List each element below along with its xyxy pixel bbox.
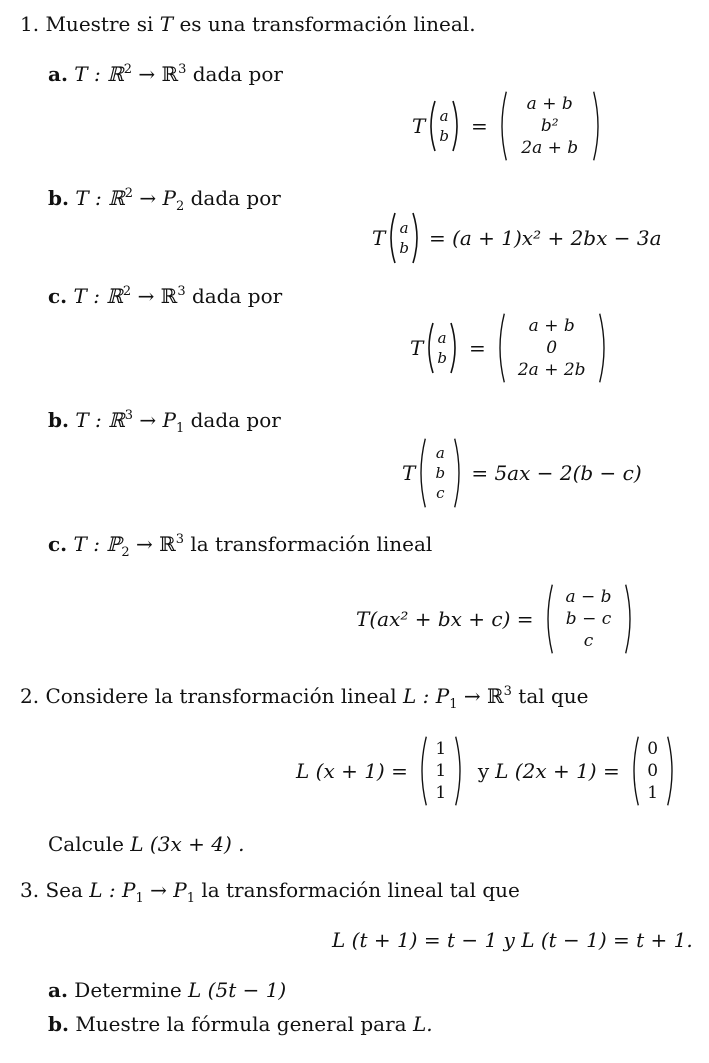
right-paren-icon xyxy=(598,306,610,390)
item-1d-map: T : ℝ xyxy=(75,408,125,432)
item-1d-exp1: 3 xyxy=(124,408,134,423)
problem-3-condition: L (t + 1) = t − 1 y L (t − 1) = t + 1. xyxy=(332,928,693,952)
item-1b-arrow: → P xyxy=(139,186,176,210)
item-3b-text: Muestre la fórmula general para xyxy=(75,1012,407,1036)
problem-2-arrow: → ℝ xyxy=(463,684,504,708)
item-1c-output-vector xyxy=(508,315,596,381)
problem-2-tail: tal que xyxy=(518,684,589,708)
problem-2-calc-text: Calcule xyxy=(48,832,124,856)
item-1e-statement xyxy=(48,532,432,560)
problem-2-exp: 3 xyxy=(503,684,512,699)
item-3b-label: b. xyxy=(48,1012,69,1036)
item-1d-rhs: = 5ax − 2(b − c) xyxy=(471,461,642,485)
problem-1-number: 1. xyxy=(20,12,40,36)
item-1e-tail: la transformación lineal xyxy=(190,532,433,556)
item-1b-label: b. xyxy=(48,186,69,210)
item-1a-eq: = xyxy=(470,114,488,138)
problem-2-vector-2 xyxy=(642,738,664,804)
item-1d-arrow: → P xyxy=(139,408,176,432)
item-1b-sub: 2 xyxy=(175,199,185,214)
item-1e-map: T : ℙ xyxy=(73,532,122,556)
item-1c-tail: dada por xyxy=(191,284,283,308)
item-1a-tail: dada por xyxy=(192,62,283,86)
left-paren-icon xyxy=(494,306,506,390)
item-1b-statement xyxy=(48,186,281,214)
vector-entry: 1 xyxy=(647,783,659,803)
problem-2-sub: 1 xyxy=(449,697,458,712)
item-3a-label: a. xyxy=(48,978,68,1002)
right-paren-icon xyxy=(451,99,463,153)
left-paren-icon xyxy=(628,729,640,813)
item-3a-text: Determine xyxy=(74,978,182,1002)
problem-3-text: Sea xyxy=(45,878,83,902)
item-1c-equation xyxy=(410,306,610,390)
item-1a-exp1: 2 xyxy=(123,62,132,77)
problem-2-mid: y xyxy=(477,759,490,783)
vector-entry: b xyxy=(437,349,447,367)
left-paren-icon xyxy=(385,211,397,265)
item-1d-tail: dada por xyxy=(190,408,281,432)
item-1c-statement xyxy=(48,284,282,312)
vector-entry: b xyxy=(399,239,409,257)
item-1c-input-vector xyxy=(437,328,447,368)
vector-entry: a + b xyxy=(528,316,575,336)
item-1a-label: a. xyxy=(48,62,68,86)
item-1a-map: T : ℝ xyxy=(74,62,124,86)
item-3b-var: L. xyxy=(412,1012,433,1036)
left-paren-icon xyxy=(542,577,554,661)
item-1d-lhs: T xyxy=(402,461,416,485)
problem-1-title: Muestre si xyxy=(45,12,154,36)
item-1a-statement xyxy=(48,62,283,90)
item-1d-equation xyxy=(402,430,642,516)
right-paren-icon xyxy=(449,321,461,375)
right-paren-icon xyxy=(624,577,636,661)
vector-entry: a xyxy=(439,107,449,125)
item-1b-lhs: T xyxy=(372,226,386,250)
item-1e-exp2: 3 xyxy=(175,532,185,547)
item-1e-arrow: → ℝ xyxy=(135,532,176,556)
right-paren-icon xyxy=(592,84,604,168)
item-3a xyxy=(48,978,286,1002)
item-1b-input-vector xyxy=(399,218,409,258)
vector-entry: a − b xyxy=(565,587,612,607)
vector-entry: 1 xyxy=(435,761,447,781)
item-3b xyxy=(48,1012,433,1036)
problem-3-arrow: → P xyxy=(150,878,187,902)
item-1b-rhs: = (a + 1)x² + 2bx − 3a xyxy=(428,226,662,250)
problem-2-number: 2. xyxy=(20,684,40,708)
item-1e-output-vector xyxy=(556,586,622,652)
item-1e-lhs: T(ax² + bx + c) = xyxy=(356,607,534,631)
item-1e-equation xyxy=(356,576,636,662)
left-paren-icon xyxy=(496,84,508,168)
right-paren-icon xyxy=(453,431,465,515)
item-1a-output-vector xyxy=(510,93,590,159)
problem-3-header xyxy=(20,878,520,906)
item-1e-label: c. xyxy=(48,532,68,556)
vector-entry: 0 xyxy=(647,739,659,759)
problem-3-map: L : P xyxy=(89,878,136,902)
problem-1-title-rest: es una transformación lineal. xyxy=(179,12,476,36)
item-1b-exp1: 2 xyxy=(124,186,134,201)
vector-entry: 2a + 2b xyxy=(517,360,586,380)
item-1a-lhs: T xyxy=(412,114,426,138)
item-1d-input-vector xyxy=(429,443,451,503)
problem-2-lhs2: L (2x + 1) = xyxy=(495,759,620,783)
item-1c-map: T : ℝ xyxy=(73,284,123,308)
item-3a-expr: L (5t − 1) xyxy=(188,978,287,1002)
vector-entry: b² xyxy=(540,116,559,136)
vector-entry: a xyxy=(399,219,409,237)
vector-entry: 0 xyxy=(647,761,659,781)
item-1b-equation xyxy=(372,210,662,266)
item-1e-sub: 2 xyxy=(121,545,130,560)
item-1c-exp2: 3 xyxy=(177,284,186,299)
item-1b-tail: dada por xyxy=(190,186,281,210)
item-1a-equation xyxy=(412,86,604,166)
problem-3-sub1: 1 xyxy=(135,891,144,906)
vector-entry: c xyxy=(583,631,594,651)
vector-entry: a + b xyxy=(526,94,573,114)
item-1b-map: T : ℝ xyxy=(75,186,125,210)
item-1a-arrow: → ℝ xyxy=(138,62,179,86)
item-1c-exp1: 2 xyxy=(122,284,132,299)
problem-2-map: L : P xyxy=(403,684,450,708)
right-paren-icon xyxy=(454,729,466,813)
problem-2-header xyxy=(20,684,589,712)
left-paren-icon xyxy=(423,321,435,375)
vector-entry: 1 xyxy=(435,739,447,759)
item-1d-sub: 1 xyxy=(175,421,185,436)
item-1c-label: c. xyxy=(48,284,68,308)
problem-3-number: 3. xyxy=(20,878,40,902)
problem-2-equation xyxy=(296,728,678,814)
vector-entry: c xyxy=(436,484,445,502)
problem-3-tail: la transformación lineal tal que xyxy=(201,878,520,902)
vector-entry: 0 xyxy=(546,338,558,358)
vector-entry: a xyxy=(435,444,445,462)
problem-2-lhs1: L (x + 1) = xyxy=(296,759,408,783)
problem-2-calc xyxy=(48,832,244,856)
left-paren-icon xyxy=(416,729,428,813)
vector-entry: a xyxy=(437,329,447,347)
item-1d-label: b. xyxy=(48,408,69,432)
problem-1-var: T xyxy=(159,12,174,36)
item-1c-eq: = xyxy=(468,336,486,360)
problem-1-header xyxy=(20,12,476,36)
item-1a-input-vector xyxy=(439,106,449,146)
vector-entry: b xyxy=(435,464,446,482)
problem-2-vector-1 xyxy=(430,738,452,804)
left-paren-icon xyxy=(425,99,437,153)
left-paren-icon xyxy=(415,431,427,515)
right-paren-icon xyxy=(411,211,423,265)
problem-2-text: Considere la transformación lineal xyxy=(45,684,397,708)
problem-3-sub2: 1 xyxy=(186,891,195,906)
vector-entry: 2a + b xyxy=(521,138,579,158)
item-1a-exp2: 3 xyxy=(178,62,187,77)
item-1c-lhs: T xyxy=(410,336,424,360)
item-1d-statement xyxy=(48,408,281,436)
vector-entry: b xyxy=(439,127,449,145)
item-1c-arrow: → ℝ xyxy=(137,284,178,308)
vector-entry: b − c xyxy=(565,609,612,629)
right-paren-icon xyxy=(666,729,678,813)
vector-entry: 1 xyxy=(435,783,447,803)
problem-2-calc-expr: L (3x + 4) . xyxy=(130,832,245,856)
